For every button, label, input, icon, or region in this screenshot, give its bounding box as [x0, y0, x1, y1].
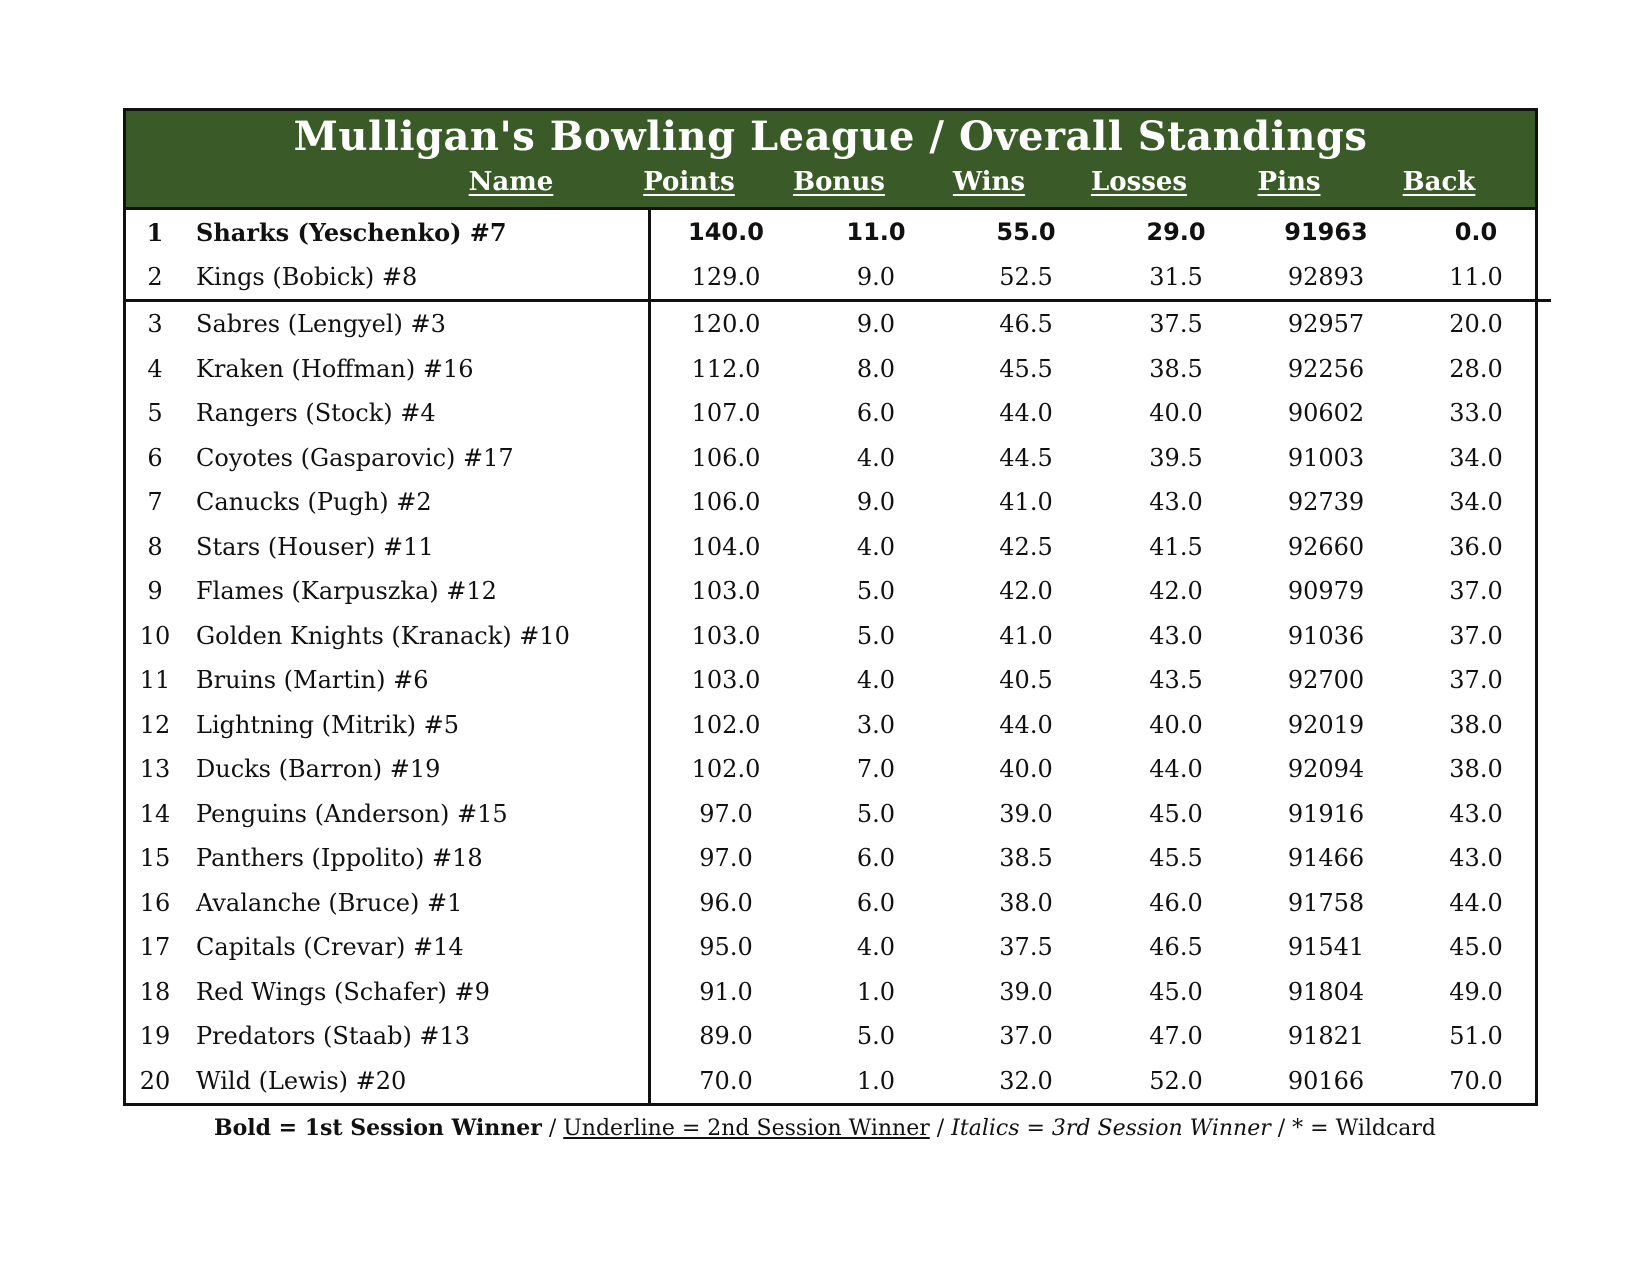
cell-rank: 14	[139, 799, 171, 828]
cell-pins: 91036	[1287, 621, 1365, 650]
cell-rank: 2	[126, 255, 180, 301]
cell-wins: 38.5	[999, 844, 1053, 873]
cell-name: Flames (Karpuszka) #12	[180, 569, 650, 614]
cell-points: 107.0	[691, 399, 761, 428]
cell-losses: 45.5	[1149, 844, 1203, 873]
table-row	[126, 970, 1551, 1015]
table-row	[126, 255, 1551, 301]
cell-pins: 91003	[1287, 443, 1365, 472]
cell-losses: 29.0	[1146, 218, 1206, 247]
table-row	[126, 925, 1551, 970]
cell-rank: 20	[139, 1066, 171, 1095]
cell-rank: 1	[146, 217, 164, 247]
cell-rank: 19	[139, 1022, 171, 1051]
cell-back: 49.0	[1449, 977, 1503, 1006]
cell-pins: 91466	[1287, 844, 1365, 873]
table-row	[126, 301, 1551, 347]
table-row	[126, 747, 1551, 792]
cell-wins: 45.5	[999, 354, 1053, 383]
cell-rank: 16	[139, 888, 171, 917]
cell-losses: 43.0	[1149, 488, 1203, 517]
column-headers	[126, 167, 1535, 203]
column-header-wins: Wins	[952, 167, 1026, 197]
cell-rank: 7	[147, 488, 163, 517]
cell-points: 140.0	[688, 218, 764, 247]
cell-pins: 92893	[1251, 255, 1401, 301]
cell-bonus: 1.0	[856, 977, 896, 1006]
cell-wins: 55.0	[996, 218, 1056, 247]
cell-rank: 10	[139, 621, 171, 650]
column-header-back: Back	[1402, 167, 1476, 197]
cell-wins: 37.5	[999, 933, 1053, 962]
cell-back: 36.0	[1449, 532, 1503, 561]
cell-bonus: 5.0	[856, 577, 896, 606]
cell-wins: 38.0	[999, 888, 1053, 917]
cell-pins: 92660	[1287, 532, 1365, 561]
cell-bonus: 6.0	[856, 399, 896, 428]
cell-points: 102.0	[691, 710, 761, 739]
cell-losses: 45.0	[1149, 977, 1203, 1006]
table-row	[126, 614, 1551, 659]
cell-name: Sabres (Lengyel) #3	[180, 301, 650, 347]
cell-rank: 3	[147, 310, 163, 339]
cell-back: 44.0	[1449, 888, 1503, 917]
cell-bonus: 9.0	[856, 310, 896, 339]
legend-separator: /	[541, 1116, 564, 1141]
column-header-losses: Losses	[1090, 167, 1188, 197]
cell-points: 106.0	[691, 443, 761, 472]
cell-name: Ducks (Barron) #19	[180, 747, 650, 792]
cell-back: 37.0	[1449, 577, 1503, 606]
cell-losses: 38.5	[1149, 354, 1203, 383]
cell-name: Sharks (Yeschenko) #7	[180, 210, 650, 255]
table-row	[126, 525, 1551, 570]
cell-name: Lightning (Mitrik) #5	[180, 703, 650, 748]
cell-bonus: 5.0	[856, 1022, 896, 1051]
page-title: Mulligan's Bowling League / Overall Standings	[293, 113, 1368, 160]
cell-pins: 91821	[1287, 1022, 1365, 1051]
cell-points: 106.0	[691, 488, 761, 517]
cell-name: Kings (Bobick) #8	[180, 255, 650, 301]
cell-bonus: 4.0	[856, 532, 896, 561]
cell-name: Bruins (Martin) #6	[180, 658, 650, 703]
cell-losses: 52.0	[1149, 1066, 1203, 1095]
cell-points: 96.0	[699, 888, 753, 917]
cell-rank: 15	[139, 844, 171, 873]
cell-points: 70.0	[699, 1066, 753, 1095]
table-row	[126, 881, 1551, 926]
cell-wins: 42.0	[999, 577, 1053, 606]
cell-losses: 43.5	[1149, 666, 1203, 695]
cell-bonus: 7.0	[856, 755, 896, 784]
cell-bonus: 4.0	[856, 666, 896, 695]
cell-bonus: 6.0	[856, 888, 896, 917]
cell-wins: 41.0	[999, 621, 1053, 650]
cell-back: 0.0	[1454, 218, 1498, 247]
cell-bonus: 3.0	[856, 710, 896, 739]
cell-back: 20.0	[1449, 310, 1503, 339]
cell-points: 103.0	[691, 666, 761, 695]
cell-pins: 91758	[1287, 888, 1365, 917]
cell-bonus: 11.0	[846, 218, 906, 247]
table-row	[126, 569, 1551, 614]
cell-wins: 52.5	[951, 255, 1101, 301]
cell-pins: 92739	[1287, 488, 1365, 517]
cell-rank: 11	[139, 666, 171, 695]
cell-bonus: 6.0	[856, 844, 896, 873]
cell-rank: 18	[139, 977, 171, 1006]
cell-wins: 44.0	[999, 399, 1053, 428]
cell-wins: 39.0	[999, 977, 1053, 1006]
cell-points: 103.0	[691, 577, 761, 606]
cell-losses: 46.5	[1149, 933, 1203, 962]
cell-pins: 91963	[1284, 218, 1368, 247]
standings-sheet	[123, 108, 1538, 1106]
cell-points: 97.0	[699, 844, 753, 873]
cell-wins: 39.0	[999, 799, 1053, 828]
cell-bonus: 5.0	[856, 799, 896, 828]
header-banner	[126, 111, 1535, 210]
cell-losses: 40.0	[1149, 399, 1203, 428]
cell-name: Rangers (Stock) #4	[180, 391, 650, 436]
cell-name: Wild (Lewis) #20	[180, 1059, 650, 1104]
cell-wins: 44.5	[999, 443, 1053, 472]
cell-wins: 41.0	[999, 488, 1053, 517]
cell-losses: 46.0	[1149, 888, 1203, 917]
legend-italics: Italics = 3rd Session Winner	[951, 1116, 1271, 1141]
cell-rank: 8	[147, 532, 163, 561]
standings-body	[126, 210, 1551, 1103]
table-row	[126, 658, 1551, 703]
cell-wins: 40.5	[999, 666, 1053, 695]
table-row	[126, 1059, 1551, 1104]
cell-back: 38.0	[1449, 755, 1503, 784]
cell-back: 37.0	[1449, 666, 1503, 695]
cell-name: Red Wings (Schafer) #9	[180, 970, 650, 1015]
cell-name: Panthers (Ippolito) #18	[180, 836, 650, 881]
cell-wins: 42.5	[999, 532, 1053, 561]
cell-name: Canucks (Pugh) #2	[180, 480, 650, 525]
cell-pins: 90166	[1287, 1066, 1365, 1095]
table-row	[126, 480, 1551, 525]
cell-pins: 92256	[1287, 354, 1365, 383]
cell-rank: 13	[139, 755, 171, 784]
cell-back: 43.0	[1449, 844, 1503, 873]
cell-points: 120.0	[691, 310, 761, 339]
cell-back: 34.0	[1449, 488, 1503, 517]
cell-back: 45.0	[1449, 933, 1503, 962]
cell-name: Capitals (Crevar) #14	[180, 925, 650, 970]
cell-bonus: 4.0	[856, 443, 896, 472]
cell-pins: 90979	[1287, 577, 1365, 606]
cell-points: 91.0	[699, 977, 753, 1006]
cell-back: 43.0	[1449, 799, 1503, 828]
cell-points: 97.0	[699, 799, 753, 828]
cell-name: Stars (Houser) #11	[180, 525, 650, 570]
column-header-bonus: Bonus	[793, 167, 885, 197]
table-row	[126, 347, 1551, 392]
cell-losses: 43.0	[1149, 621, 1203, 650]
legend	[0, 1115, 1650, 1141]
legend-bold: Bold = 1st Session Winner	[213, 1115, 542, 1141]
cell-wins: 44.0	[999, 710, 1053, 739]
cell-losses: 37.5	[1149, 310, 1203, 339]
cell-back: 33.0	[1449, 399, 1503, 428]
cell-rank: 9	[147, 577, 163, 606]
cell-name: Coyotes (Gasparovic) #17	[180, 436, 650, 481]
cell-points: 129.0	[650, 255, 802, 301]
legend-separator: /	[1270, 1116, 1293, 1141]
cell-back: 28.0	[1449, 354, 1503, 383]
cell-wins: 40.0	[999, 755, 1053, 784]
cell-back: 34.0	[1449, 443, 1503, 472]
cell-rank: 12	[139, 710, 171, 739]
cell-back: 70.0	[1449, 1066, 1503, 1095]
cell-name: Kraken (Hoffman) #16	[180, 347, 650, 392]
cell-losses: 45.0	[1149, 799, 1203, 828]
table-row	[126, 703, 1551, 748]
table-row	[126, 391, 1551, 436]
cell-bonus: 9.0	[801, 255, 951, 301]
cell-losses: 42.0	[1149, 577, 1203, 606]
legend-separator: /	[929, 1116, 952, 1141]
cell-points: 102.0	[691, 755, 761, 784]
cell-points: 103.0	[691, 621, 761, 650]
cell-losses: 44.0	[1149, 755, 1203, 784]
cell-back: 37.0	[1449, 621, 1503, 650]
cell-pins: 92700	[1287, 666, 1365, 695]
cell-pins: 91541	[1287, 933, 1365, 962]
cell-wins: 37.0	[999, 1022, 1053, 1051]
cell-bonus: 8.0	[856, 354, 896, 383]
cell-pins: 91916	[1287, 799, 1365, 828]
cell-wins: 46.5	[999, 310, 1053, 339]
cell-rank: 5	[147, 399, 163, 428]
table-row	[126, 836, 1551, 881]
column-header-pins: Pins	[1257, 167, 1321, 197]
cell-pins: 92957	[1287, 310, 1365, 339]
cell-wins: 32.0	[999, 1066, 1053, 1095]
cell-bonus: 9.0	[856, 488, 896, 517]
legend-wildcard: * = Wildcard	[1292, 1116, 1437, 1141]
table-row	[126, 792, 1551, 837]
cell-rank: 17	[139, 933, 171, 962]
cell-name: Penguins (Anderson) #15	[180, 792, 650, 837]
cell-points: 95.0	[699, 933, 753, 962]
cell-losses: 40.0	[1149, 710, 1203, 739]
cell-rank: 6	[147, 443, 163, 472]
cell-name: Predators (Staab) #13	[180, 1014, 650, 1059]
cell-losses: 41.5	[1149, 532, 1203, 561]
cell-losses: 31.5	[1101, 255, 1251, 301]
cell-pins: 92094	[1287, 755, 1365, 784]
table-row	[126, 1014, 1551, 1059]
cell-pins: 92019	[1287, 710, 1365, 739]
cell-points: 112.0	[691, 354, 761, 383]
cell-pins: 91804	[1287, 977, 1365, 1006]
cell-pins: 90602	[1287, 399, 1365, 428]
cell-back: 51.0	[1449, 1022, 1503, 1051]
cell-rank: 4	[147, 354, 163, 383]
cell-losses: 39.5	[1149, 443, 1203, 472]
column-header-points: Points	[643, 167, 735, 197]
cell-back: 38.0	[1449, 710, 1503, 739]
column-header-name: Name	[468, 167, 554, 197]
cell-back: 11.0	[1401, 255, 1551, 301]
cell-name: Golden Knights (Kranack) #10	[180, 614, 650, 659]
table-row	[126, 436, 1551, 481]
legend-underline: Underline = 2nd Session Winner	[563, 1116, 930, 1141]
cell-losses: 47.0	[1149, 1022, 1203, 1051]
cell-points: 104.0	[691, 532, 761, 561]
table-row	[126, 210, 1551, 255]
cell-name: Avalanche (Bruce) #1	[180, 881, 650, 926]
cell-bonus: 5.0	[856, 621, 896, 650]
cell-bonus: 1.0	[856, 1066, 896, 1095]
cell-bonus: 4.0	[856, 933, 896, 962]
cell-points: 89.0	[699, 1022, 753, 1051]
standings-table	[126, 210, 1551, 1103]
